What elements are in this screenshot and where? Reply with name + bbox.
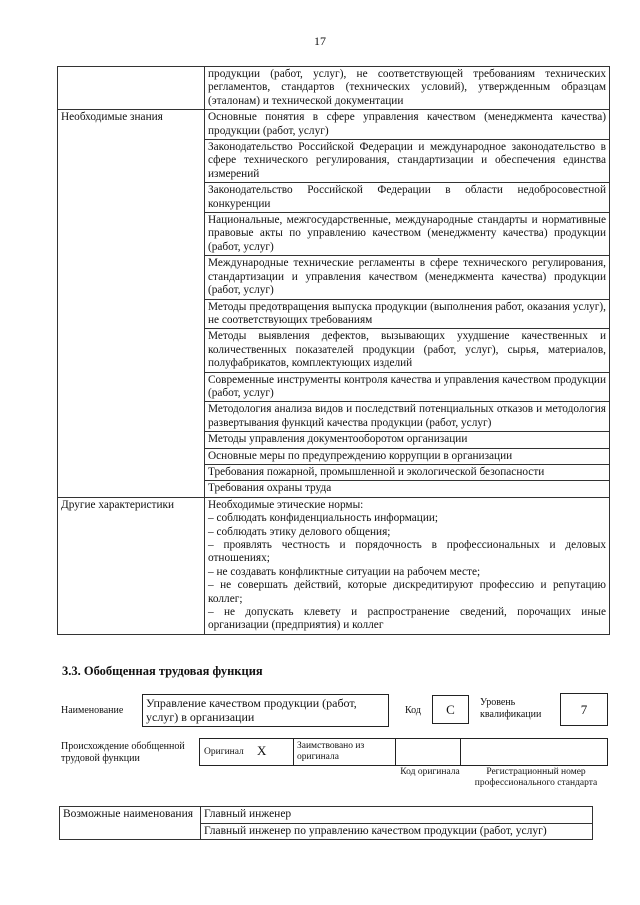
code-original-caption: Код оригинала	[400, 767, 460, 777]
ethics-line: – соблюдать конфиденциальность информации;	[208, 512, 439, 525]
ethics-line: – не допускать клевету и распространение сведений, порочащих иные организации (предприятия) и коллег	[208, 606, 606, 632]
knowledge-item: Основные меры по предупреждению коррупции в организации	[205, 448, 610, 464]
original-mark: Х	[257, 743, 267, 758]
knowledge-item: Методы управления документооборотом организации	[205, 432, 610, 448]
row-label-knowledge: Необходимые знания	[58, 110, 205, 498]
code-original-box	[395, 738, 461, 766]
knowledge-item: Методология анализа видов и последствий потенциальных отказов и методология развертывания функций качества продукции (работ, услуг)	[205, 402, 610, 432]
ethics-line: – проявлять честность и порядочность в профессиональных и деловых отношениях;	[208, 539, 606, 565]
table-row	[60, 807, 593, 824]
knowledge-item: Национальные, межгосударственные, международные стандарты и нормативные правовые акты по управлению качеством (менеджменту качества) продукции (работ, услуг)	[205, 213, 610, 256]
ethics-line: – не совершать действий, которые дискредитируют профессию и репутацию коллег;	[208, 579, 606, 605]
page-number: 17	[314, 34, 326, 48]
origin-label: Происхождение обобщенной трудовой функции	[61, 741, 185, 764]
borrowed-box	[293, 738, 396, 766]
name-value-box: Управление качеством продукции (работ, услуг) в организации	[142, 694, 389, 727]
level-value-box: 7	[560, 693, 608, 726]
knowledge-item: Требования пожарной, промышленной и экологической безопасности	[205, 464, 610, 480]
original-label: Оригинал	[204, 747, 244, 757]
reg-number-box	[460, 738, 608, 766]
possible-name-item: Главный инженер	[201, 807, 593, 824]
possible-names-label: Возможные наименования	[60, 807, 201, 840]
code-value-box: С	[432, 695, 469, 724]
row-text: продукции (работ, услуг), не соответствующей требованиям технических регламентов, стандартов (технических условий), утвержденным образцам (эталонам) и технической документации	[205, 67, 610, 110]
other-characteristics	[205, 497, 610, 634]
name-label: Наименование	[61, 705, 124, 716]
knowledge-item: Законодательство Российской Федерации в области недобросовестной конкуренции	[205, 183, 610, 213]
knowledge-item: Международные технические регламенты в сфере технического регулирования, стандартизации и управления качеством (менеджмента качества) продукции (работ, услуг)	[205, 256, 610, 299]
level-label: Уровень квалификации	[480, 697, 542, 720]
ethics-line: – не создавать конфликтные ситуации на рабочем месте;	[208, 565, 481, 578]
requirements-table	[57, 66, 610, 635]
knowledge-item: Методы выявления дефектов, вызывающих ухудшение качественных и количественных показателей продукции (работ, услуг), сырья, материалов, полуфабрикатов, комплектующих изделий	[205, 329, 610, 372]
knowledge-item: Основные понятия в сфере управления качеством (менеджмента качества) продукции (работ, услуг)	[205, 110, 610, 140]
possible-names-table	[59, 806, 593, 840]
ethics-line: Необходимые этические нормы:	[208, 498, 364, 511]
knowledge-item: Требования охраны труда	[205, 481, 610, 497]
reg-number-caption: Регистрационный номер профессионального стандарта	[474, 767, 598, 788]
table-row	[58, 110, 610, 140]
section-title: 3.3. Обобщенная трудовая функция	[62, 664, 263, 678]
row-label	[58, 67, 205, 110]
knowledge-item: Современные инструменты контроля качества и управления качеством продукции (работ, услуг)	[205, 372, 610, 402]
knowledge-item: Законодательство Российской Федерации и международное законодательство в сфере технического регулирования, стандартизации и обеспечения единства измерений	[205, 140, 610, 183]
ethics-line: – соблюдать этику делового общения;	[208, 525, 391, 538]
borrowed-label: Заимствовано из оригинала	[297, 741, 365, 762]
table-row	[58, 67, 610, 110]
original-box	[199, 738, 294, 766]
knowledge-item: Методы предотвращения выпуска продукции (выполнения работ, оказания услуг), не соответствующих требованиям	[205, 299, 610, 329]
possible-name-item: Главный инженер по управлению качеством продукции (работ, услуг)	[201, 823, 593, 840]
code-label: Код	[405, 705, 421, 716]
table-row	[58, 497, 610, 634]
row-label-other: Другие характеристики	[58, 497, 205, 634]
